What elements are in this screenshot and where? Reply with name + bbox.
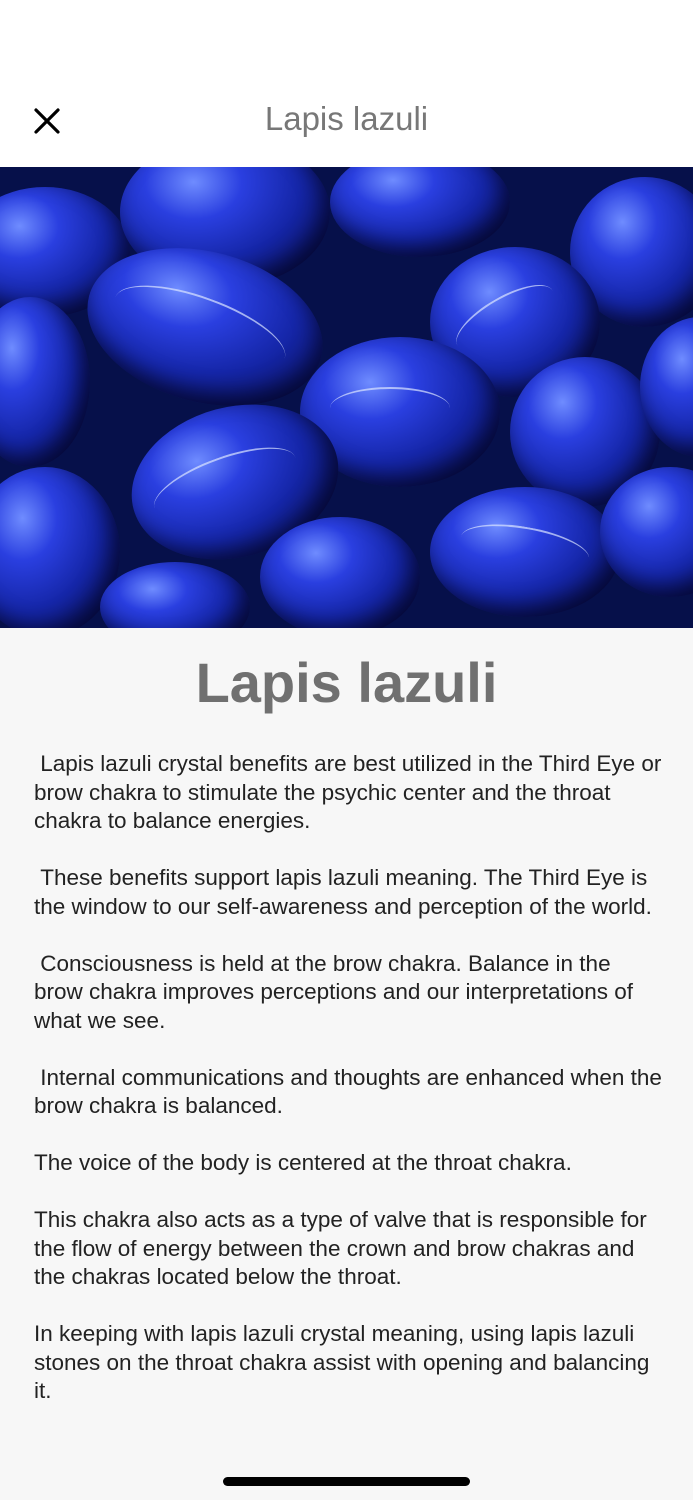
paragraph: These benefits support lapis lazuli meaning. The Third Eye is the window to our self-awareness and perception of the world. [34,865,654,919]
hero-image [0,167,693,628]
paragraph: Consciousness is held at the brow chakra. Balance in the brow chakra improves perceptions and our interpretations of what we see. [34,950,640,1033]
paragraph: This chakra also acts as a type of valve that is responsible for the flow of energy between the crown and brow chakras and the chakras located below the throat. [34,1207,654,1289]
article-title: Lapis lazuli [195,651,498,714]
paragraph: Internal communications and thoughts are enhanced when the brow chakra is balanced. [34,1064,669,1118]
paragraph: In keeping with lapis lazuli crystal meaning, using lapis lazuli stones on the throat chakra assist with opening and balancing it. [34,1321,656,1403]
header-title: Lapis lazuli [264,100,429,137]
paragraph: The voice of the body is centered at the throat chakra. [34,1150,572,1175]
home-indicator[interactable] [223,1477,470,1486]
nav-header [0,0,693,167]
paragraph: Lapis lazuli crystal benefits are best utilized in the Third Eye or brow chakra to stimulate the psychic center and the throat chakra to balance energies. [34,751,668,833]
article-body [34,750,669,1434]
